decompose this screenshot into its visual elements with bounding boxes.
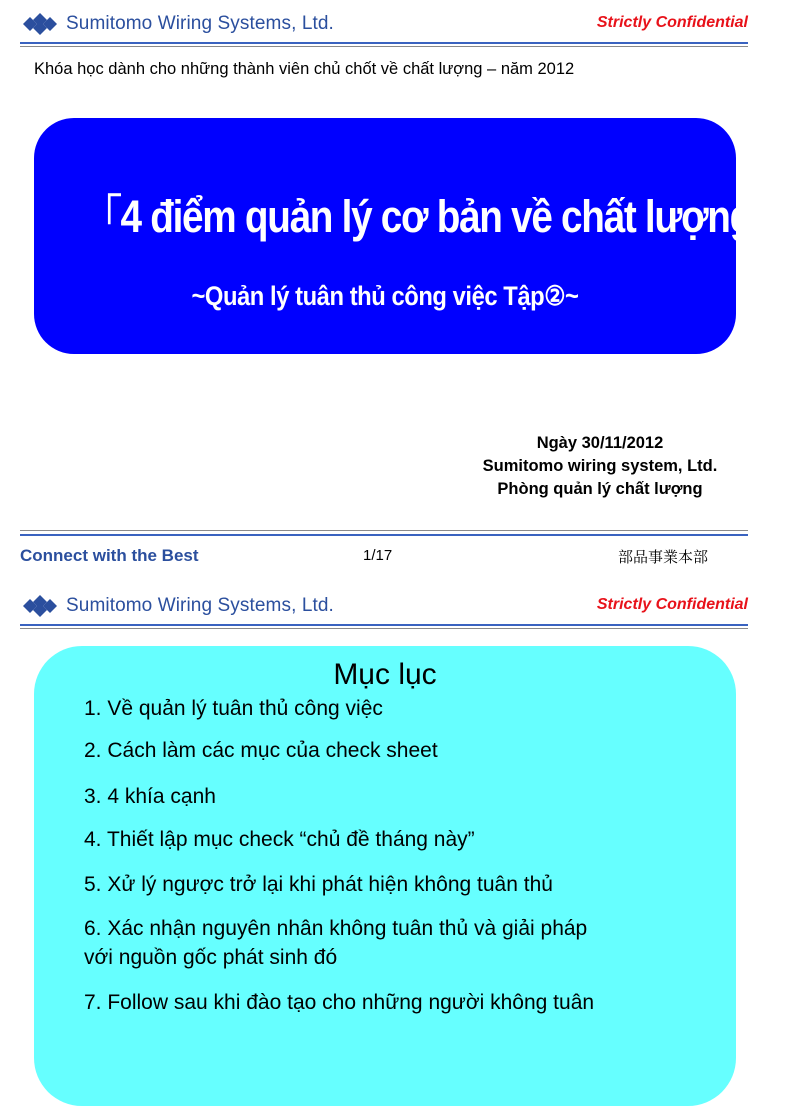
header-divider-thin bbox=[20, 628, 748, 629]
header-divider bbox=[20, 42, 748, 44]
company-logo bbox=[20, 10, 334, 38]
company-logo bbox=[20, 592, 334, 620]
sub-title: ~Quản lý tuân thủ công việc Tập②~ bbox=[191, 281, 579, 311]
header-divider-thin bbox=[20, 46, 748, 47]
title-banner bbox=[34, 118, 789, 354]
footer-tagline: Connect with the Best bbox=[20, 546, 199, 565]
main-title: 「4 điểm quản lý cơ bản về chất lượng」 bbox=[83, 191, 789, 242]
slide-2 bbox=[0, 582, 768, 1024]
presentation-date: Ngày 30/11/2012 bbox=[536, 434, 664, 452]
toc-item: 6. Xác nhận nguyên nhân không tuân thủ và giải pháp bbox=[84, 917, 588, 940]
division-name: 部品事業本部 bbox=[618, 548, 709, 566]
toc-item: 3. 4 khía cạnh bbox=[84, 785, 216, 808]
company-name: Sumitomo Wiring Systems, Ltd. bbox=[66, 595, 334, 616]
header-divider bbox=[20, 624, 748, 626]
presenter-department: Phòng quản lý chất lượng bbox=[497, 480, 703, 498]
toc-item: 2. Cách làm các mục của check sheet bbox=[84, 739, 438, 762]
toc-item: 4. Thiết lập mục check “chủ đề tháng này” bbox=[84, 828, 475, 851]
toc-item: với nguồn gốc phát sinh đó bbox=[84, 946, 338, 969]
footer-divider bbox=[20, 534, 748, 536]
course-title: Khóa học dành cho những thành viên chủ chốt về chất lượng – năm 2012 bbox=[34, 60, 575, 78]
toc-item: 7. Follow sau khi đào tạo cho những người không tuân bbox=[84, 991, 595, 1014]
toc-item: 5. Xử lý ngược trở lại khi phát hiện không tuân thủ bbox=[84, 873, 553, 896]
sumitomo-diamond-logo-icon bbox=[20, 11, 60, 37]
slide-header bbox=[0, 0, 768, 42]
confidential-label: Strictly Confidential bbox=[596, 14, 748, 31]
company-name: Sumitomo Wiring Systems, Ltd. bbox=[66, 13, 334, 34]
slide-header bbox=[0, 582, 768, 624]
footer-divider-thin bbox=[20, 530, 748, 531]
presenter-company: Sumitomo wiring system, Ltd. bbox=[482, 457, 718, 475]
table-of-contents bbox=[34, 646, 736, 1106]
confidential-label: Strictly Confidential bbox=[596, 596, 748, 613]
page-number: 1/17 bbox=[363, 547, 393, 564]
toc-item: 1. Về quản lý tuân thủ công việc bbox=[84, 697, 383, 720]
toc-title: Mục lục bbox=[333, 658, 437, 691]
sumitomo-diamond-logo-icon bbox=[20, 593, 60, 619]
